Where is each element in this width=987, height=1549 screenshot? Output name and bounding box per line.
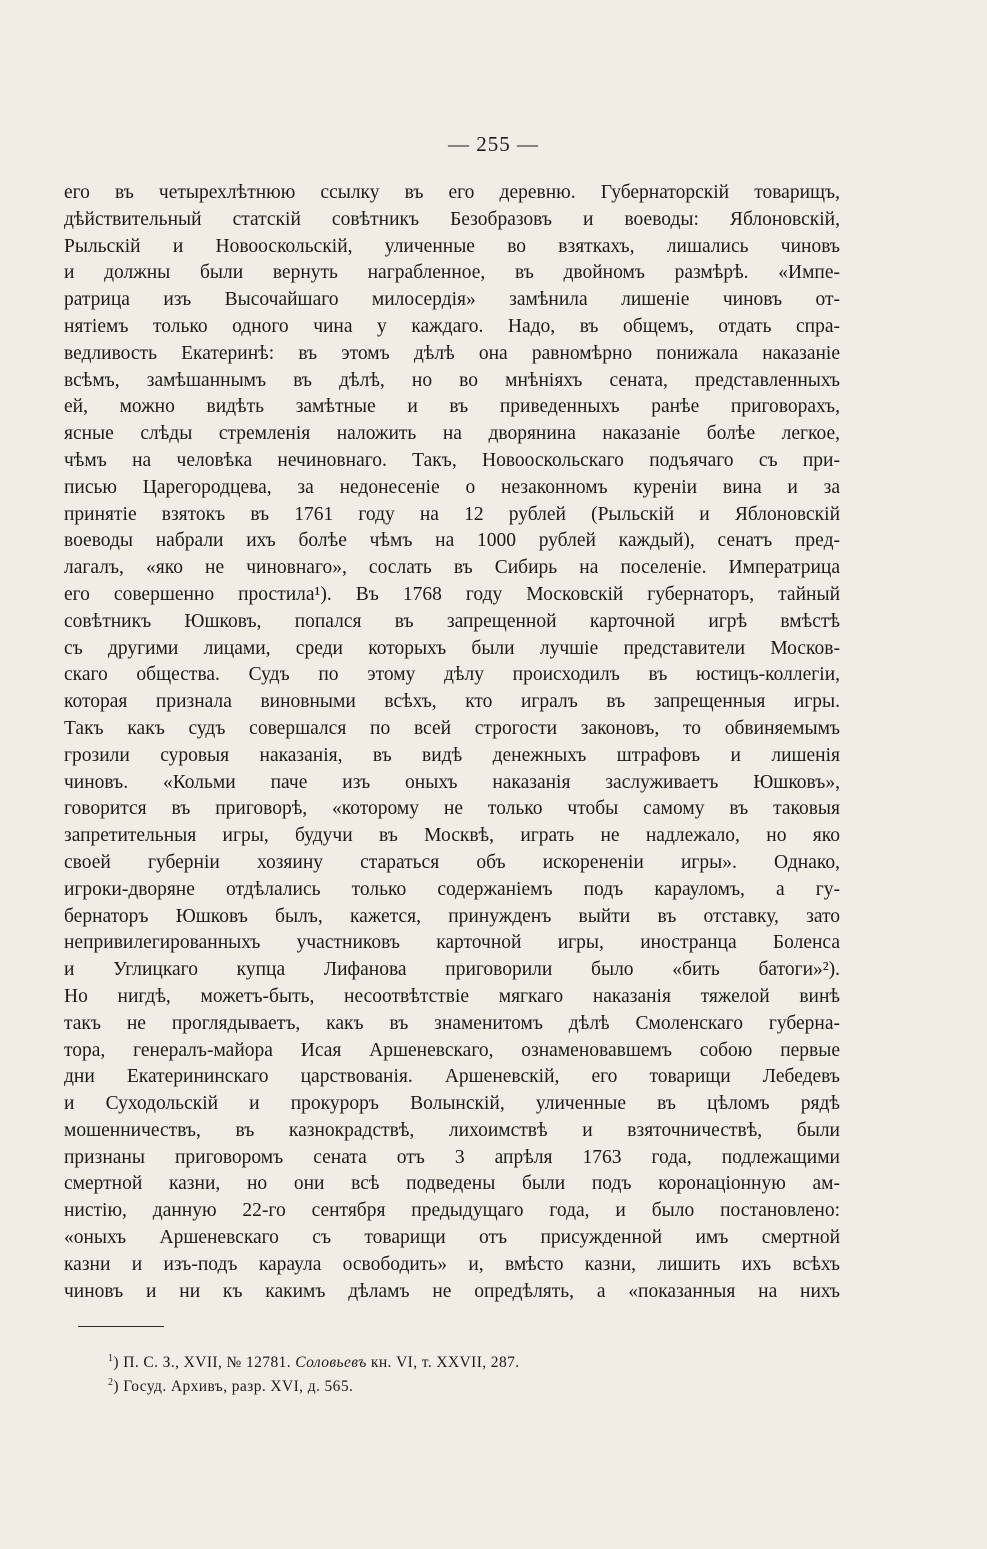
text-line: Но нигдѣ, можетъ-быть, несоотвѣтствіе мягкаго наказанія тяжелой винѣ [64, 985, 840, 1007]
text-line: «оныхъ Аршеневскаго съ товарищи отъ присужденной имъ смертной [64, 1227, 840, 1249]
text-line: чиновъ. «Кольми паче изъ оныхъ наказанія заслуживаетъ Юшковъ», [64, 771, 840, 793]
text-line: говорится въ приговорѣ, «которому не только чтобы самому въ таковыя [64, 798, 840, 820]
text-line: и Углицкаго купца Лифанова приговорили было «бить батоги»²). [64, 959, 840, 981]
text-line: тора, генералъ-майора Исая Аршеневскаго, ознаменовавшемъ собою первые [64, 1039, 840, 1061]
text-line: писью Царегородцева, за недонесеніе о незаконномъ куреніи вина и за [64, 476, 840, 498]
text-line: лагалъ, «яко не чиновнаго», сослать въ Сибирь на поселеніе. Императрица [64, 557, 840, 579]
text-line: чиновъ и ни къ какимъ дѣламъ не опредѣлять, а «показанныя на нихъ [64, 1280, 840, 1302]
text-line: ратрица изъ Высочайшаго милосердія» замѣнила лишеніе чиновъ от- [64, 289, 840, 311]
text-line: совѣтникъ Юшковъ, попался въ запрещенной карточной игрѣ вмѣстѣ [64, 610, 840, 632]
text-line: ясные слѣды стремленія наложить на дворянина наказаніе болѣе легкое, [64, 423, 840, 445]
text-line: непривилегированныхъ участниковъ карточной игры, иностранца Боленса [64, 932, 840, 954]
text-line: своей губерніи хозяину стараться объ искорененіи игры». Однако, [64, 851, 840, 873]
text-line: дни Екатерининскаго царствованія. Аршеневскій, его товарищи Лебедевъ [64, 1066, 840, 1088]
footnote-text: ) Госуд. Архивъ, разр. XVI, д. 565. [113, 1378, 354, 1395]
text-line: бернаторъ Юшковъ былъ, кажется, принужденъ выйти въ отставку, зато [64, 905, 840, 927]
text-line: нистію, данную 22-го сентября предыдущаго года, и было постановлено: [64, 1200, 840, 1222]
text-line: нятіемъ только одного чина у каждаго. Надо, въ общемъ, отдать спра- [64, 315, 840, 337]
main-text [64, 180, 840, 1305]
text-line: чѣмъ на человѣка нечиновнаго. Такъ, Новооскольскаго подъячаго съ при- [64, 449, 840, 471]
text-line: принятіе взятокъ въ 1761 году на 12 рублей (Рыльскій и Яблоновскій [64, 503, 840, 525]
text-line: Рыльскій и Новооскольскій, уличенные во взяткахъ, лишались чиновъ [64, 235, 840, 257]
footnote-reference: кн. VI, т. XXVII, 287. [366, 1354, 520, 1371]
text-line: такъ не проглядываетъ, какъ въ знаменитомъ дѣлѣ Смоленскаго губерна- [64, 1012, 840, 1034]
footnote [108, 1351, 520, 1375]
text-line: ведливость Екатеринѣ: въ этомъ дѣлѣ она равномѣрно понижала наказаніе [64, 342, 840, 364]
text-line: смертной казни, но они всѣ подведены были подъ коронаціонную ам- [64, 1173, 840, 1195]
text-line: скаго общества. Судъ по этому дѣлу происходилъ въ юстицъ-коллегіи, [64, 664, 840, 686]
text-line: воеводы набрали ихъ болѣе чѣмъ на 1000 рублей каждый), сенатъ пред- [64, 530, 840, 552]
text-line: всѣмъ, замѣшаннымъ въ дѣлѣ, но во мнѣніяхъ сената, представленныхъ [64, 369, 840, 391]
text-line: грозили суровыя наказанія, въ видѣ денежныхъ штрафовъ и лишенія [64, 744, 840, 766]
text-line: казни и изъ-подъ караула освободить» и, вмѣсто казни, лишить ихъ всѣхъ [64, 1253, 840, 1275]
text-line: его въ четырехлѣтнюю ссылку въ его деревню. Губернаторскій товарищъ, [64, 182, 840, 203]
text-line: и должны были вернуть награбленное, въ двойномъ размѣрѣ. «Импе- [64, 262, 840, 284]
text-line: его совершенно простила¹). Въ 1768 году Московскій губернаторъ, тайный [64, 583, 840, 605]
text-line: Такъ какъ судъ совершался по всей строгости законовъ, то обвиняемымъ [64, 717, 840, 739]
footnotes [108, 1351, 520, 1399]
footnote-marker: 2 [108, 1376, 114, 1388]
text-line: запретительныя игры, будучи въ Москвѣ, играть не надлежало, но яко [64, 825, 840, 847]
footnote-marker: 1 [108, 1352, 114, 1364]
text-line: признаны приговоромъ сената отъ 3 апрѣля 1763 года, подлежащими [64, 1146, 840, 1168]
text-line: и Суходольскій и прокуроръ Волынскій, уличенные въ цѣломъ рядѣ [64, 1093, 840, 1115]
text-line: игроки-дворяне отдѣлались только содержаніемъ подъ карауломъ, а гу- [64, 878, 840, 900]
footnote-author: Соловьевъ [295, 1354, 367, 1371]
text-line: ей, можно видѣть замѣтные и въ приведенныхъ ранѣе приговорахъ, [64, 396, 840, 418]
page-number: — 255 — [448, 132, 539, 156]
footnote-separator [78, 1326, 164, 1327]
text-line: съ другими лицами, среди которыхъ были лучшіе представители Москов- [64, 637, 840, 659]
text-line: дѣйствительный статскій совѣтникъ Безобразовъ и воеводы: Яблоновскій, [64, 208, 840, 230]
footnote [108, 1375, 520, 1399]
text-line: мошенничествъ, въ казнокрадствѣ, лихоимствѣ и взяточничествѣ, были [64, 1119, 840, 1141]
text-line: которая признала виновными всѣхъ, кто игралъ въ запрещенныя игры. [64, 691, 840, 713]
footnote-text: ) П. С. З., XVII, № 12781. [113, 1354, 296, 1371]
